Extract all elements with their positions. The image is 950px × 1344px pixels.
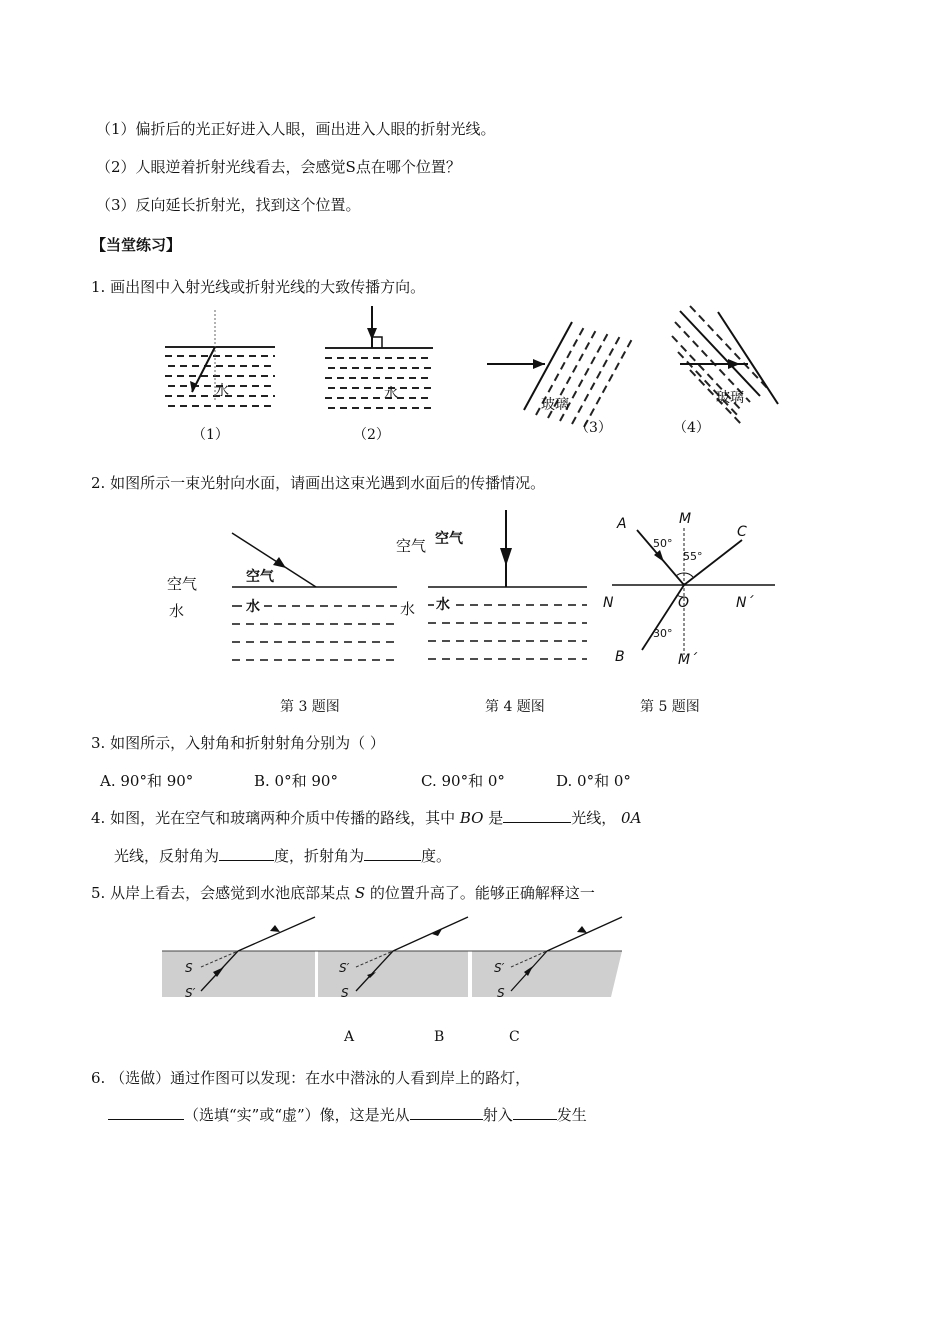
fig-q5-label-C: C [737,524,747,540]
option-b: B. 0°和 90° [254,772,338,790]
fig-q5-label-N2: N´ [736,595,754,611]
p4-part5: 度，折射角为 [274,847,365,865]
fig-q4-water-inner: 水 [436,597,450,613]
problem-1-text: 1. 画出图中入射光线或折射光线的大致传播方向。 [91,278,426,296]
fig-q5-label-B: B [615,649,625,665]
fig-p5-c-s: S [497,986,505,1000]
option-a: A. 90°和 90° [100,772,194,790]
fig-q3-air-outer: 空气 [167,575,198,593]
fig-q5-label-A: A [617,516,627,532]
p6-blank-3[interactable] [513,1105,557,1120]
fig-p5-a-s: S [185,961,193,975]
fig-p5-b-s2: S′ [339,961,350,975]
fig-p5-a-s2: S′ [185,986,196,1000]
problem-6-line2 [108,1104,637,1125]
p6-part2: 射入 [482,1106,513,1124]
problem-6-line1: 6. （选做）通过作图可以发现：在水中潜泳的人看到岸上的路灯， [91,1069,531,1087]
fig-p5-b-s: S [341,986,349,1000]
fig-q5-caption: 第 5 题图 [640,699,700,715]
p4-oa: 0A [621,809,642,827]
fig-q4-air-outer: 空气 [396,537,427,555]
fig-p5-caption-a: A [344,1029,355,1045]
fig4-glass-label: 玻璃 [716,390,744,406]
problem-2-text: 2. 如图所示一束光射向水面，请画出这束光遇到水面后的传播情况。 [91,474,546,492]
fig-q5-label-M2: M´ [678,652,698,668]
option-c: C. 90°和 0° [421,772,505,790]
p4-part1: 4. 如图，光在空气和玻璃两种介质中传播的路线，其中 [91,809,460,827]
p4-bo: BO [459,809,484,827]
fig2-water-label: 水 [384,386,398,402]
fig-q5-label-O: O [678,595,690,611]
fig-q3-water-outer: 水 [169,602,185,620]
fig-q3-water-inner: 水 [246,599,260,615]
fig1-caption: （1） [192,427,229,443]
p6-part1: （选填“实”或“虚”）像，这是光从 [184,1106,410,1124]
p4-part2: 是 [483,809,504,827]
p5-part1: 5. 从岸上看去，会感觉到水池底部某点 [91,884,355,902]
fig-q5-angle-55: 55° [683,550,703,563]
intro-q2: （2）人眼逆着折射光线看去，会感觉S点在哪个位置？ [96,158,461,176]
intro-q1: （1）偏折后的光正好进入人眼，画出进入人眼的折射光线。 [96,120,496,138]
p4-part4: 光线，反射角为 [114,847,220,865]
section-title: 【当堂练习】 [91,236,182,254]
p5-part2: 的位置升高了。能够正确解释这一 [365,884,595,902]
intro-q3: （3）反向延长折射光，找到这个位置。 [96,196,361,214]
p4-part3: 光线， [571,809,617,827]
fig-q5-label-M: M [679,511,692,527]
fig-q4-water-outer: 水 [400,600,416,618]
fig-p5-caption-c: C [509,1029,520,1045]
option-d: D. 0°和 0° [556,772,631,790]
fig4-caption: （4） [673,420,710,436]
p4-part6: 度。 [421,847,452,865]
fig1-water-label: 水 [215,383,229,399]
fig-q5-angle-50: 50° [653,537,673,550]
p5-s: S [354,884,366,902]
p6-part3: 发生 [556,1106,587,1124]
p6-blank-1[interactable] [108,1105,184,1120]
fig-q4-air-inner: 空气 [435,531,463,547]
fig-p5-c-s2: S′ [494,961,505,975]
fig-q3-caption: 第 3 题图 [280,699,340,715]
fig-q4-caption: 第 4 题图 [485,699,545,715]
fig-q3-air-inner: 空气 [246,569,274,585]
fig-q5-angle-30: 30° [653,627,673,640]
fig3-glass-label: 玻璃 [541,397,569,413]
fig3-caption: （3） [575,420,612,436]
fig-q5-label-N: N [603,595,614,611]
problem-3-text: 3. 如图所示，入射角和折射射角分别为（ ） [91,734,385,752]
fig2-caption: （2） [353,427,390,443]
p6-blank-2[interactable] [410,1105,483,1120]
fig-p5-caption-b: B [434,1029,445,1045]
